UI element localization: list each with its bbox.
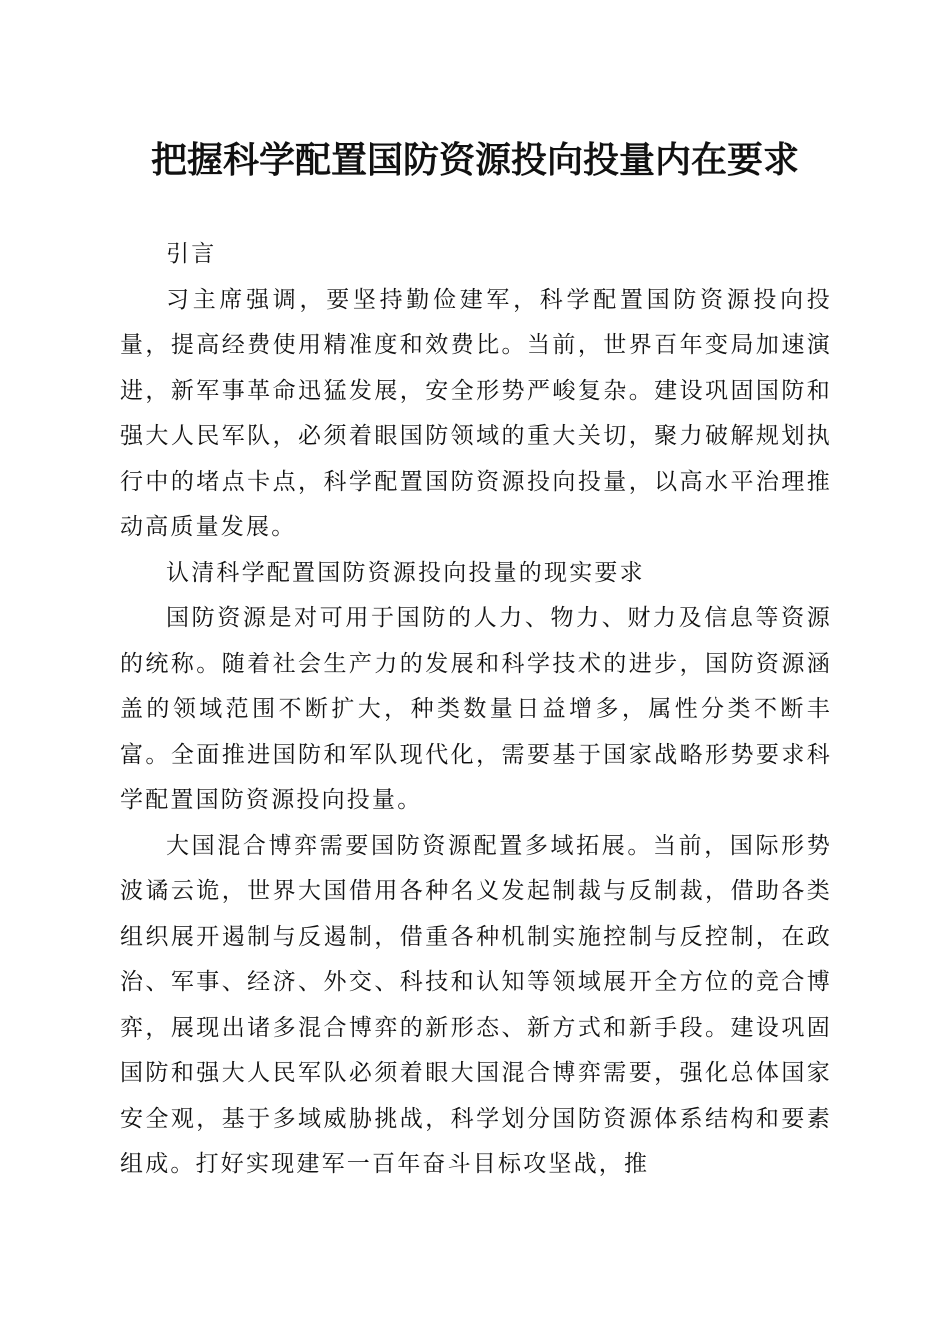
section-heading: 认清科学配置国防资源投向投量的现实要求 [166, 559, 645, 586]
paragraph: 习主席强调，要坚持勤俭建军，科学配置国防资源投向投量，提高经费使用精准度和效费比。当前，世界百年变局加速演进，新军事革命迅猛发展，安全形势严峻复杂。建设巩固国防和强大人民军队，必须着眼国防领域的重大关切，聚力破解规划执行中的堵点卡点，科学配置国防资源投向投量，以高水平治理推动高质量发展。 [120, 286, 832, 540]
paragraph: 国防资源是对可用于国防的人力、物力、财力及信息等资源的统称。随着社会生产力的发展和科学技术的进步，国防资源涵盖的领域范围不断扩大，种类数量日益增多，属性分类不断丰富。全面推进国防和军队现代化，需要基于国家战略形势要求科学配置国防资源投向投量。 [120, 605, 832, 813]
document-title: 把握科学配置国防资源投向投量内在要求 [150, 139, 799, 181]
paragraph: 大国混合博弈需要国防资源配置多域拓展。当前，国际形势波谲云诡，世界大国借用各种名义发起制裁与反制裁，借助各类组织展开遏制与反遏制，借重各种机制实施控制与反控制，在政治、军事、经济、外交、科技和认知等领域展开全方位的竞合博弈，展现出诸多混合博弈的新形态、新方式和新手段。建设巩固国防和强大人民军队必须着眼大国混合博弈需要，强化总体国家安全观，基于多域威胁挑战，科学划分国防资源体系结构和要素组成。打好实现建军一百年奋斗目标攻坚战，推 [120, 832, 832, 1177]
document-body [120, 232, 832, 1188]
paragraph-intro-heading: 引言 [166, 241, 217, 267]
